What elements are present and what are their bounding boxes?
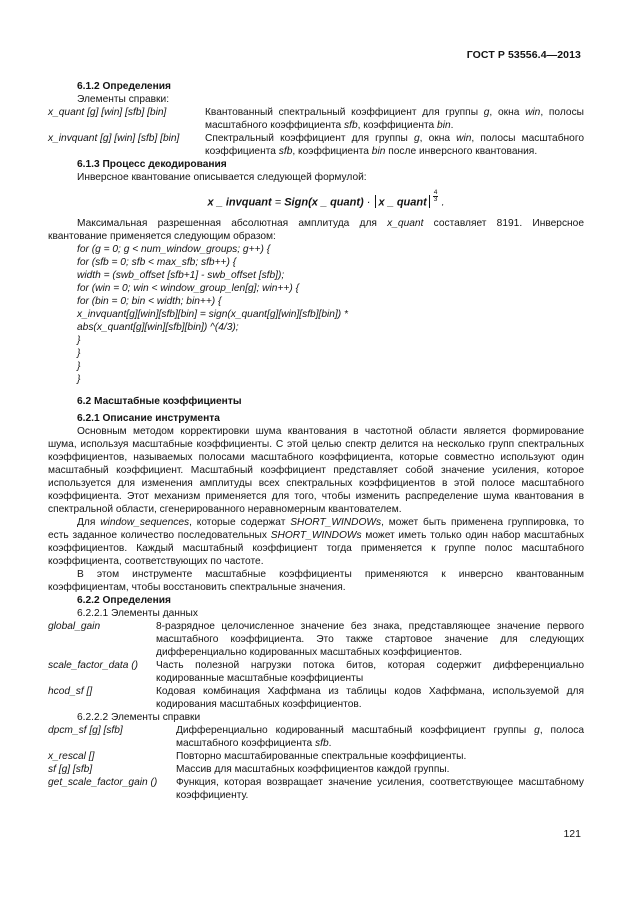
- section-6-1-3-title: 6.1.3 Процесс декодирования: [77, 159, 227, 170]
- inverse-quantization-formula: x _ invquant = Sign(x _ quant) · x _ quant $\frac{4}{3}$ .: [207, 189, 445, 209]
- definition-row: [48, 106, 584, 132]
- code-line: for (g = 0; g < num_window_groups; g++) {: [77, 243, 271, 255]
- data-element-row: [48, 685, 584, 711]
- data-element-description: 8-разрядное целочисленное значение без знака, представляющее значение первого масштабного коэффициента. Это также стартовое значение для следующих дифференциально кодированных масштабных коэффициентов.: [156, 620, 584, 658]
- reference-element-row: [48, 724, 584, 750]
- definition-row: [48, 132, 584, 158]
- code-line: }: [77, 347, 81, 359]
- code-line: }: [77, 334, 81, 346]
- code-line: abs(x_quant[g][win][sfb][bin]) ^(4/3);: [77, 321, 239, 333]
- data-element-term: hcod_sf []: [48, 685, 93, 697]
- data-element-term: global_gain: [48, 620, 101, 632]
- paragraph: Основным методом корректировки шума квантования в частотной области является формирование шума, используя масштабные коэффициенты. С этой целью спектр делится на несколько групп спектральных коэффициентов, называемых полосами масштабного коэффициента, которые совместно используют один масштабный коэффициент. Масштабный коэффициент представляет собой значение усиления, которое используется для изменения амплитуды всех спектральных коэффициентов в этой полосе масштабного коэффициента. Этот механизм применяется для того, чтобы изменить распределение шума квантования в спектральной области, сгенерированного неравномерным квантователем.: [48, 425, 584, 515]
- document-body: [48, 80, 584, 802]
- document-header: ГОСТ Р 53556.4—2013: [466, 49, 581, 61]
- reference-element-row: [48, 776, 584, 802]
- page-number: 121: [563, 828, 581, 840]
- paragraph: Для window_sequences, которые содержат SHORT_WINDOWs, может быть применена группировка, то есть заданное количество последовательных SHORT_WINDOWs может иметь только один набор масштабных коэффициентов. Каждый масштабный коэффициент тогда применяется к группе полос масштабного коэффициента, соответствующих по частоте.: [48, 516, 584, 567]
- reference-element-description: Массив для масштабных коэффициентов каждой группы.: [176, 763, 450, 775]
- data-element-term: scale_factor_data (): [48, 659, 139, 671]
- definition-term: x_quant [g] [win] [sfb] [bin]: [48, 107, 167, 118]
- code-line: for (bin = 0; bin < width; bin++) {: [77, 295, 222, 307]
- reference-element-description: Функция, которая возвращает значение усиления, соответствующее масштабному коэффициенту.: [176, 776, 584, 801]
- reference-element-term: sf [g] [sfb]: [48, 763, 93, 775]
- section-6-1-3-intro: Инверсное квантование описывается следующей формулой:: [77, 172, 367, 183]
- data-element-description: Кодовая комбинация Хаффмана из таблицы кодов Хаффмана, используемой для кодирования масштабных коэффициентов.: [156, 685, 584, 710]
- code-line: }: [77, 373, 81, 385]
- section-6-2-2-1-title: 6.2.2.1 Элементы данных: [77, 607, 198, 619]
- max-amplitude-paragraph: Максимальная разрешенная абсолютная амплитуда для x_quant составляет 8191. Инверсное квантование применяется следующим образом:: [48, 217, 584, 242]
- section-6-2-2-title: 6.2.2 Определения: [77, 594, 171, 606]
- definition-description: Спектральный коэффициент для группы g, окна win, полосы масштабного коэффициента sfb, коэффициента bin после инверсного квантования.: [205, 133, 585, 157]
- section-6-2-2-2-title: 6.2.2.2 Элементы справки: [77, 711, 201, 723]
- section-6-1-2-title: 6.1.2 Определения: [77, 81, 171, 92]
- code-line: for (sfb = 0; sfb < max_sfb; sfb++) {: [77, 256, 237, 268]
- section-6-2-1-title: 6.2.1 Описание инструмента: [77, 412, 220, 424]
- data-element-row: [48, 620, 584, 659]
- reference-element-row: [48, 763, 584, 776]
- reference-element-row: [48, 750, 584, 763]
- data-element-description: Часть полезной нагрузки потока битов, которая содержит дифференциально кодированные масштабные коэффициенты: [156, 659, 584, 684]
- reference-element-term: get_scale_factor_gain (): [48, 776, 158, 788]
- code-line: }: [77, 360, 81, 372]
- section-6-1-2-intro: Элементы справки:: [77, 94, 170, 105]
- reference-element-description: Дифференциально кодированный масштабный коэффициент группы g, полоса масштабного коэффициента sfb.: [176, 724, 585, 749]
- reference-element-description: Повторно масштабированные спектральные коэффициенты.: [176, 750, 467, 762]
- data-element-row: [48, 659, 584, 685]
- reference-element-term: dpcm_sf [g] [sfb]: [48, 724, 123, 736]
- definition-term: x_invquant [g] [win] [sfb] [bin]: [48, 133, 180, 144]
- section-6-2-title: 6.2 Масштабные коэффициенты: [77, 395, 242, 407]
- paragraph: В этом инструменте масштабные коэффициенты применяются к инверсно квантованным коэффициентам, чтобы восстановить спектральные значения.: [48, 568, 584, 593]
- code-listing: [48, 243, 584, 386]
- reference-element-term: x_rescal []: [48, 750, 95, 762]
- code-line: width = (swb_offset [sfb+1] - swb_offset [sfb]);: [77, 269, 285, 281]
- definition-description: Квантованный спектральный коэффициент для группы g, окна win, полосы масштабного коэффициента sfb, коэффициента bin.: [205, 107, 584, 131]
- code-line: for (win = 0; win < window_group_len[g]; win++) {: [77, 282, 299, 294]
- exponent-fraction: $\frac{4}{3}$: [433, 189, 438, 203]
- code-line: x_invquant[g][win][sfb][bin] = sign(x_quant[g][win][sfb][bin]) *: [77, 308, 348, 320]
